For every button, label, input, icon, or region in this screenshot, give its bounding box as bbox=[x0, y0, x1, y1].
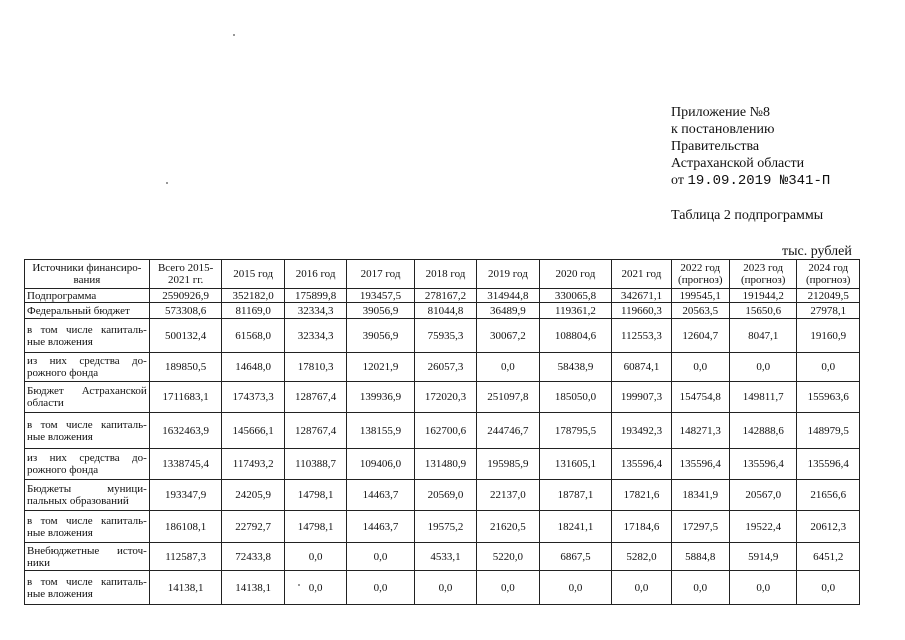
value-cell: 189850,5 bbox=[149, 353, 222, 382]
value-cell: 186108,1 bbox=[149, 511, 222, 543]
column-header: 2015 год bbox=[222, 260, 284, 289]
table-row bbox=[25, 319, 860, 353]
value-cell: 174373,3 bbox=[222, 382, 284, 413]
value-cell: 193457,5 bbox=[347, 289, 415, 303]
value-cell: 0,0 bbox=[671, 571, 729, 605]
row-label: из них средства до-рожного фонда bbox=[25, 353, 150, 382]
value-cell: 22137,0 bbox=[477, 480, 539, 511]
value-cell: 108804,6 bbox=[539, 319, 612, 353]
value-cell: 14648,0 bbox=[222, 353, 284, 382]
value-cell: 112553,3 bbox=[612, 319, 671, 353]
value-cell: 191944,2 bbox=[729, 289, 797, 303]
value-cell: 244746,7 bbox=[477, 413, 539, 449]
value-cell: 110388,7 bbox=[284, 449, 346, 480]
value-cell: 19522,4 bbox=[729, 511, 797, 543]
table-row bbox=[25, 413, 860, 449]
value-cell: 199545,1 bbox=[671, 289, 729, 303]
row-label: Подпрограмма bbox=[25, 289, 150, 303]
value-cell: 17297,5 bbox=[671, 511, 729, 543]
value-cell: 14798,1 bbox=[284, 511, 346, 543]
value-cell: 19160,9 bbox=[797, 319, 860, 353]
value-cell: 14138,1 bbox=[222, 571, 284, 605]
column-header: 2024 год (прогноз) bbox=[797, 260, 860, 289]
value-cell: 72433,8 bbox=[222, 543, 284, 571]
value-cell: 12604,7 bbox=[671, 319, 729, 353]
row-label: из них средства до-рожного фонда bbox=[25, 449, 150, 480]
value-cell: 14138,1 bbox=[149, 571, 222, 605]
value-cell: 2590926,9 bbox=[149, 289, 222, 303]
value-cell: 17184,6 bbox=[612, 511, 671, 543]
column-header: Всего 2015-2021 гг. bbox=[149, 260, 222, 289]
value-cell: 0,0 bbox=[729, 571, 797, 605]
row-label: в том числе капиталь-ные вложения bbox=[25, 511, 150, 543]
value-cell: 0,0 bbox=[539, 571, 612, 605]
value-cell: 61568,0 bbox=[222, 319, 284, 353]
value-cell: 119361,2 bbox=[539, 303, 612, 319]
value-cell: 0,0 bbox=[477, 353, 539, 382]
value-cell: 75935,3 bbox=[414, 319, 476, 353]
value-cell: 18787,1 bbox=[539, 480, 612, 511]
value-cell: 12021,9 bbox=[347, 353, 415, 382]
value-cell: 135596,4 bbox=[729, 449, 797, 480]
value-cell: 14463,7 bbox=[347, 511, 415, 543]
value-cell: 154754,8 bbox=[671, 382, 729, 413]
value-cell: 251097,8 bbox=[477, 382, 539, 413]
financing-table bbox=[24, 259, 860, 605]
value-cell: 352182,0 bbox=[222, 289, 284, 303]
row-label: Внебюджетные источ-ники bbox=[25, 543, 150, 571]
value-cell: 278167,2 bbox=[414, 289, 476, 303]
column-header: 2018 год bbox=[414, 260, 476, 289]
value-cell: 135596,4 bbox=[797, 449, 860, 480]
table-title: Таблица 2 подпрограммы bbox=[671, 208, 824, 223]
value-cell: 314944,8 bbox=[477, 289, 539, 303]
value-cell: 138155,9 bbox=[347, 413, 415, 449]
value-cell: 117493,2 bbox=[222, 449, 284, 480]
table-row bbox=[25, 571, 860, 605]
row-label: Федеральный бюджет bbox=[25, 303, 150, 319]
column-header: 2017 год bbox=[347, 260, 415, 289]
value-cell: 178795,5 bbox=[539, 413, 612, 449]
value-cell: 22792,7 bbox=[222, 511, 284, 543]
value-cell: 0,0 bbox=[284, 571, 346, 605]
value-cell: 1338745,4 bbox=[149, 449, 222, 480]
value-cell: 142888,6 bbox=[729, 413, 797, 449]
table-row bbox=[25, 449, 860, 480]
value-cell: 148979,5 bbox=[797, 413, 860, 449]
value-cell: 0,0 bbox=[797, 571, 860, 605]
value-cell: 39056,9 bbox=[347, 303, 415, 319]
value-cell: 342671,1 bbox=[612, 289, 671, 303]
value-cell: 21620,5 bbox=[477, 511, 539, 543]
value-cell: 21656,6 bbox=[797, 480, 860, 511]
value-cell: 6867,5 bbox=[539, 543, 612, 571]
value-cell: 24205,9 bbox=[222, 480, 284, 511]
table-row bbox=[25, 382, 860, 413]
value-cell: 172020,3 bbox=[414, 382, 476, 413]
header-line: Астраханской области bbox=[671, 156, 805, 171]
value-cell: 1711683,1 bbox=[149, 382, 222, 413]
header-line: Правительства bbox=[671, 139, 760, 154]
row-label: в том числе капиталь-ные вложения bbox=[25, 413, 150, 449]
value-cell: 81044,8 bbox=[414, 303, 476, 319]
value-cell: 193347,9 bbox=[149, 480, 222, 511]
table-row bbox=[25, 353, 860, 382]
value-cell: 5220,0 bbox=[477, 543, 539, 571]
scan-speck bbox=[166, 182, 168, 184]
value-cell: 139936,9 bbox=[347, 382, 415, 413]
table-row bbox=[25, 480, 860, 511]
value-cell: 119660,3 bbox=[612, 303, 671, 319]
column-header: 2021 год bbox=[612, 260, 671, 289]
value-cell: 199907,3 bbox=[612, 382, 671, 413]
value-cell: 162700,6 bbox=[414, 413, 476, 449]
value-cell: 20563,5 bbox=[671, 303, 729, 319]
value-cell: 17821,6 bbox=[612, 480, 671, 511]
value-cell: 135596,4 bbox=[612, 449, 671, 480]
value-cell: 0,0 bbox=[347, 543, 415, 571]
value-cell: 5914,9 bbox=[729, 543, 797, 571]
column-header: 2020 год bbox=[539, 260, 612, 289]
value-cell: 8047,1 bbox=[729, 319, 797, 353]
value-cell: 148271,3 bbox=[671, 413, 729, 449]
value-cell: 128767,4 bbox=[284, 382, 346, 413]
column-header: 2016 год bbox=[284, 260, 346, 289]
column-header: 2022 год (прогноз) bbox=[671, 260, 729, 289]
column-header: Источники финансиро-вания bbox=[25, 260, 150, 289]
value-cell: 0,0 bbox=[797, 353, 860, 382]
value-cell: 175899,8 bbox=[284, 289, 346, 303]
value-cell: 20612,3 bbox=[797, 511, 860, 543]
value-cell: 0,0 bbox=[612, 571, 671, 605]
value-cell: 500132,4 bbox=[149, 319, 222, 353]
value-cell: 1632463,9 bbox=[149, 413, 222, 449]
value-cell: 26057,3 bbox=[414, 353, 476, 382]
units-label: тыс. рублей bbox=[782, 244, 852, 259]
value-cell: 0,0 bbox=[414, 571, 476, 605]
value-cell: 20569,0 bbox=[414, 480, 476, 511]
value-cell: 19575,2 bbox=[414, 511, 476, 543]
scan-speck bbox=[233, 34, 235, 36]
value-cell: 14463,7 bbox=[347, 480, 415, 511]
value-cell: 4533,1 bbox=[414, 543, 476, 571]
row-label: Бюджеты муници-пальных образований bbox=[25, 480, 150, 511]
value-cell: 5884,8 bbox=[671, 543, 729, 571]
value-cell: 112587,3 bbox=[149, 543, 222, 571]
value-cell: 20567,0 bbox=[729, 480, 797, 511]
row-label: в том числе капиталь-ные вложения bbox=[25, 319, 150, 353]
value-cell: 60874,1 bbox=[612, 353, 671, 382]
value-cell: 0,0 bbox=[671, 353, 729, 382]
column-header: 2019 год bbox=[477, 260, 539, 289]
value-cell: 17810,3 bbox=[284, 353, 346, 382]
value-cell: 330065,8 bbox=[539, 289, 612, 303]
row-label: в том числе капиталь-ные вложения bbox=[25, 571, 150, 605]
value-cell: 155963,6 bbox=[797, 382, 860, 413]
table-row bbox=[25, 511, 860, 543]
value-cell: 58438,9 bbox=[539, 353, 612, 382]
table-row bbox=[25, 303, 860, 319]
appendix-header bbox=[671, 104, 830, 190]
value-cell: 135596,4 bbox=[671, 449, 729, 480]
value-cell: 128767,4 bbox=[284, 413, 346, 449]
date-prefix: от bbox=[671, 173, 684, 188]
value-cell: 32334,3 bbox=[284, 303, 346, 319]
value-cell: 131605,1 bbox=[539, 449, 612, 480]
value-cell: 212049,5 bbox=[797, 289, 860, 303]
value-cell: 14798,1 bbox=[284, 480, 346, 511]
value-cell: 81169,0 bbox=[222, 303, 284, 319]
table-row bbox=[25, 543, 860, 571]
value-cell: 195985,9 bbox=[477, 449, 539, 480]
header-line: к постановлению bbox=[671, 122, 775, 137]
value-cell: 6451,2 bbox=[797, 543, 860, 571]
value-cell: 27978,1 bbox=[797, 303, 860, 319]
value-cell: 145666,1 bbox=[222, 413, 284, 449]
value-cell: 149811,7 bbox=[729, 382, 797, 413]
value-cell: 18341,9 bbox=[671, 480, 729, 511]
row-label: Бюджет Астраханской области bbox=[25, 382, 150, 413]
value-cell: 109406,0 bbox=[347, 449, 415, 480]
date-and-number: 19.09.2019 №341-П bbox=[687, 173, 831, 189]
value-cell: 5282,0 bbox=[612, 543, 671, 571]
header-line: Приложение №8 bbox=[671, 105, 770, 120]
table-row bbox=[25, 289, 860, 303]
value-cell: 0,0 bbox=[729, 353, 797, 382]
value-cell: 193492,3 bbox=[612, 413, 671, 449]
value-cell: 39056,9 bbox=[347, 319, 415, 353]
value-cell: 131480,9 bbox=[414, 449, 476, 480]
value-cell: 0,0 bbox=[477, 571, 539, 605]
value-cell: 573308,6 bbox=[149, 303, 222, 319]
column-header: 2023 год (прогноз) bbox=[729, 260, 797, 289]
value-cell: 0,0 bbox=[284, 543, 346, 571]
value-cell: 0,0 bbox=[347, 571, 415, 605]
header-date-line bbox=[671, 172, 830, 190]
table-header-row bbox=[25, 260, 860, 289]
value-cell: 30067,2 bbox=[477, 319, 539, 353]
value-cell: 18241,1 bbox=[539, 511, 612, 543]
value-cell: 32334,3 bbox=[284, 319, 346, 353]
value-cell: 36489,9 bbox=[477, 303, 539, 319]
value-cell: 185050,0 bbox=[539, 382, 612, 413]
value-cell: 15650,6 bbox=[729, 303, 797, 319]
